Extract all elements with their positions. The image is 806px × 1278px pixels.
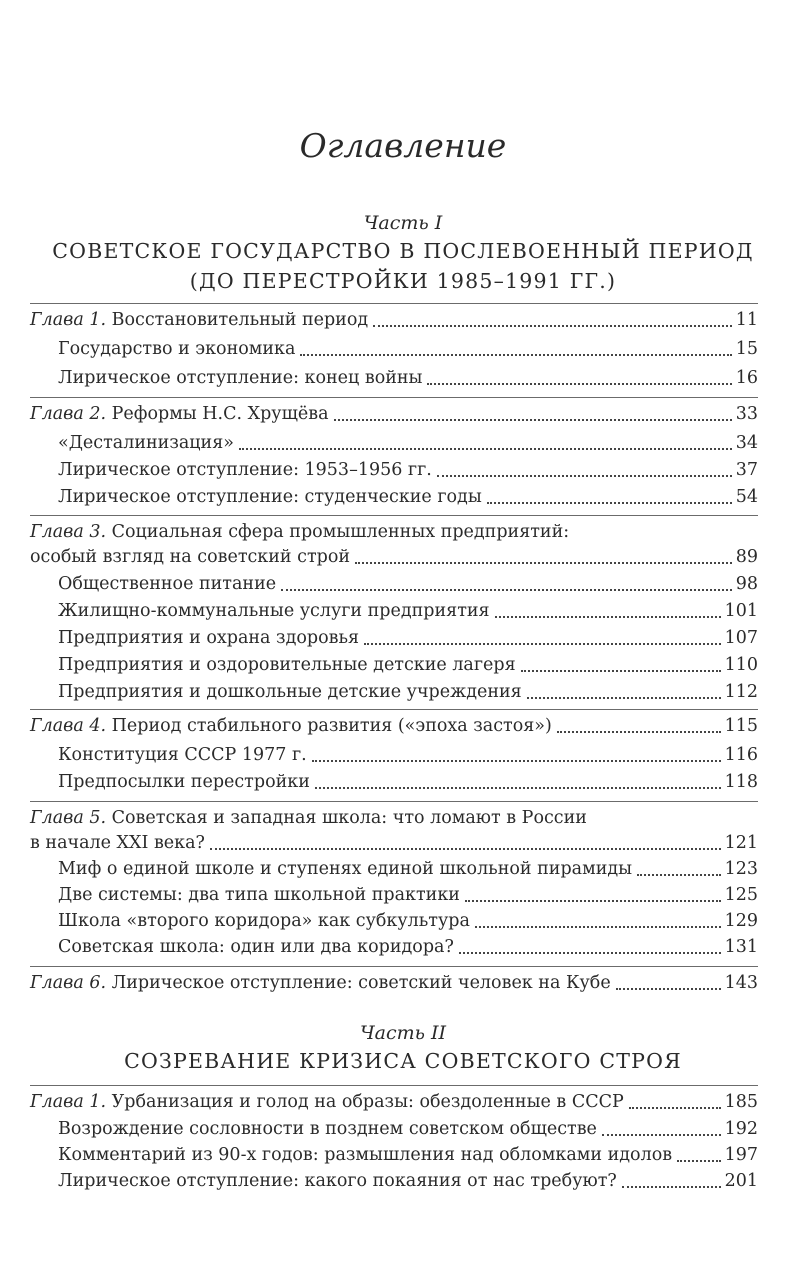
dot-leader bbox=[629, 1107, 721, 1109]
dot-leader bbox=[459, 952, 721, 954]
toc-section[interactable] bbox=[58, 597, 758, 625]
page-number: 112 bbox=[724, 682, 758, 702]
divider bbox=[30, 801, 758, 802]
page-number: 15 bbox=[735, 339, 758, 359]
dot-leader bbox=[355, 562, 732, 564]
page-number: 143 bbox=[724, 973, 758, 993]
dot-leader bbox=[312, 760, 721, 762]
divider bbox=[30, 1085, 758, 1086]
part-1-title-line-1: СОВЕТСКОЕ ГОСУДАРСТВО В ПОСЛЕВОЕННЫЙ ПЕРИОД bbox=[52, 239, 754, 263]
chapter-prefix: Глава 4. bbox=[30, 716, 107, 736]
part-2-title-line-1: СОЗРЕВАНИЕ КРИЗИСА СОВЕТСКОГО СТРОЯ bbox=[124, 1049, 682, 1073]
page-number: 37 bbox=[735, 460, 758, 480]
dot-leader bbox=[437, 475, 732, 477]
page-number: 185 bbox=[724, 1092, 758, 1112]
chapter-prefix: Глава 3. bbox=[30, 522, 107, 542]
dot-leader bbox=[334, 419, 732, 421]
page-number: 110 bbox=[724, 655, 758, 675]
page-number: 98 bbox=[735, 574, 758, 594]
page-number: 116 bbox=[724, 745, 758, 765]
dot-leader bbox=[239, 448, 732, 450]
page-number: 125 bbox=[724, 885, 758, 905]
page-number: 123 bbox=[724, 859, 758, 879]
section-title: Общественное питание bbox=[58, 574, 277, 594]
page-number: 54 bbox=[735, 487, 758, 507]
toc-section[interactable] bbox=[58, 651, 758, 679]
toc-section[interactable] bbox=[58, 1141, 758, 1169]
toc-section[interactable] bbox=[58, 624, 758, 652]
dot-leader bbox=[300, 354, 731, 356]
part-1-label: Часть I bbox=[363, 212, 443, 234]
toc-chapter-1-3-first-line[interactable] bbox=[30, 518, 758, 546]
chapter-title-continued: особый взгляд на советский строй bbox=[30, 547, 351, 567]
section-title: Конституция СССР 1977 г. bbox=[58, 745, 307, 765]
toc-chapter-1-5-first-line[interactable] bbox=[30, 804, 758, 832]
divider bbox=[30, 397, 758, 398]
page-number: 197 bbox=[724, 1145, 758, 1165]
dot-leader bbox=[521, 670, 721, 672]
section-title: Возрождение сословности в позднем советском обществе bbox=[58, 1119, 597, 1139]
section-title: Предприятия и охрана здоровья bbox=[58, 628, 360, 648]
toc-section[interactable] bbox=[58, 483, 758, 511]
dot-leader bbox=[557, 731, 721, 733]
toc-section[interactable] bbox=[58, 335, 758, 363]
chapter-prefix: Глава 1. bbox=[30, 310, 107, 330]
part-1-title-line-2: (ДО ПЕРЕСТРОЙКИ 1985–1991 ГГ.) bbox=[189, 269, 617, 293]
divider bbox=[30, 515, 758, 516]
dot-leader bbox=[475, 926, 721, 928]
page-number: 118 bbox=[724, 772, 758, 792]
dot-leader bbox=[616, 988, 721, 990]
page-number: 107 bbox=[724, 628, 758, 648]
page-number: 101 bbox=[724, 601, 758, 621]
toc-section[interactable] bbox=[58, 741, 758, 769]
section-title: Миф о единой школе и ступенях единой школьной пирамиды bbox=[58, 859, 633, 879]
divider bbox=[30, 709, 758, 710]
dot-leader bbox=[315, 787, 721, 789]
section-title: Лирическое отступление: какого покаяния от нас требуют? bbox=[58, 1171, 617, 1191]
section-title: Комментарий из 90-х годов: размышления над обломками идолов bbox=[58, 1145, 673, 1165]
toc-section[interactable] bbox=[58, 429, 758, 457]
section-title: Лирическое отступление: 1953–1956 гг. bbox=[58, 460, 432, 480]
chapter-prefix: Глава 2. bbox=[30, 404, 107, 424]
chapter-title: Советская и западная школа: что ломают в России bbox=[111, 808, 587, 828]
section-title: Государство и экономика bbox=[58, 339, 296, 359]
chapter-prefix: Глава 6. bbox=[30, 973, 107, 993]
dot-leader bbox=[495, 616, 721, 618]
toc-chapter-2-1[interactable] bbox=[30, 1088, 758, 1116]
toc-chapter-1-6[interactable] bbox=[30, 969, 758, 997]
page-number: 201 bbox=[724, 1171, 758, 1191]
chapter-title: Урбанизация и голод на образы: обездоленные в СССР bbox=[111, 1092, 624, 1112]
toc-chapter-1-3[interactable] bbox=[30, 543, 758, 571]
toc-section[interactable] bbox=[58, 1167, 758, 1195]
page-number: 115 bbox=[724, 716, 758, 736]
toc-section[interactable] bbox=[58, 678, 758, 706]
section-title: «Десталинизация» bbox=[58, 433, 234, 453]
dot-leader bbox=[465, 900, 721, 902]
page-number: 34 bbox=[735, 433, 758, 453]
toc-chapter-1-4[interactable] bbox=[30, 712, 758, 740]
dot-leader bbox=[602, 1134, 721, 1136]
chapter-title: Реформы Н.С. Хрущёва bbox=[111, 404, 329, 424]
chapter-title: Социальная сфера промышленных предприятий: bbox=[111, 522, 570, 542]
dot-leader bbox=[487, 502, 732, 504]
toc-section[interactable] bbox=[58, 933, 758, 961]
chapter-title: Период стабильного развития («эпоха застоя») bbox=[111, 716, 552, 736]
page-number: 131 bbox=[724, 937, 758, 957]
page-title: Оглавление bbox=[299, 126, 507, 165]
toc-section[interactable] bbox=[58, 881, 758, 909]
toc-section[interactable] bbox=[58, 855, 758, 883]
toc-section[interactable] bbox=[58, 364, 758, 392]
dot-leader bbox=[427, 383, 731, 385]
page-number: 121 bbox=[724, 833, 758, 853]
chapter-prefix: Глава 1. bbox=[30, 1092, 107, 1112]
dot-leader bbox=[364, 643, 721, 645]
part-2-label: Часть II bbox=[359, 1022, 447, 1044]
section-title: Школа «второго коридора» как субкультура bbox=[58, 911, 470, 931]
section-title: Две системы: два типа школьной практики bbox=[58, 885, 460, 905]
section-title: Предпосылки перестройки bbox=[58, 772, 310, 792]
toc-chapter-1-1[interactable] bbox=[30, 306, 758, 334]
toc-chapter-1-5[interactable] bbox=[30, 829, 758, 857]
dot-leader bbox=[637, 874, 721, 876]
section-title: Предприятия и оздоровительные детские лагеря bbox=[58, 655, 516, 675]
dot-leader bbox=[527, 697, 721, 699]
dot-leader bbox=[622, 1186, 721, 1188]
page-number: 129 bbox=[724, 911, 758, 931]
chapter-title-continued: в начале XXI века? bbox=[30, 833, 205, 853]
toc-section[interactable] bbox=[58, 570, 758, 598]
toc-section[interactable] bbox=[58, 768, 758, 796]
divider bbox=[30, 966, 758, 967]
toc-chapter-1-2[interactable] bbox=[30, 400, 758, 428]
chapter-title: Восстановительный период bbox=[111, 310, 369, 330]
divider bbox=[30, 303, 758, 304]
page-number: 89 bbox=[735, 547, 758, 567]
dot-leader bbox=[210, 848, 721, 850]
chapter-title: Лирическое отступление: советский человек на Кубе bbox=[111, 973, 611, 993]
section-title: Советская школа: один или два коридора? bbox=[58, 937, 454, 957]
dot-leader bbox=[281, 589, 732, 591]
chapter-prefix: Глава 5. bbox=[30, 808, 107, 828]
page-number: 11 bbox=[735, 310, 758, 330]
section-title: Предприятия и дошкольные детские учреждения bbox=[58, 682, 522, 702]
dot-leader bbox=[373, 325, 732, 327]
page-number: 16 bbox=[735, 368, 758, 388]
toc-section[interactable] bbox=[58, 456, 758, 484]
section-title: Лирическое отступление: конец войны bbox=[58, 368, 423, 388]
dot-leader bbox=[677, 1160, 720, 1162]
toc-section[interactable] bbox=[58, 1115, 758, 1143]
page-number: 33 bbox=[735, 404, 758, 424]
page-number: 192 bbox=[724, 1119, 758, 1139]
toc-section[interactable] bbox=[58, 907, 758, 935]
section-title: Лирическое отступление: студенческие годы bbox=[58, 487, 482, 507]
section-title: Жилищно-коммунальные услуги предприятия bbox=[58, 601, 490, 621]
